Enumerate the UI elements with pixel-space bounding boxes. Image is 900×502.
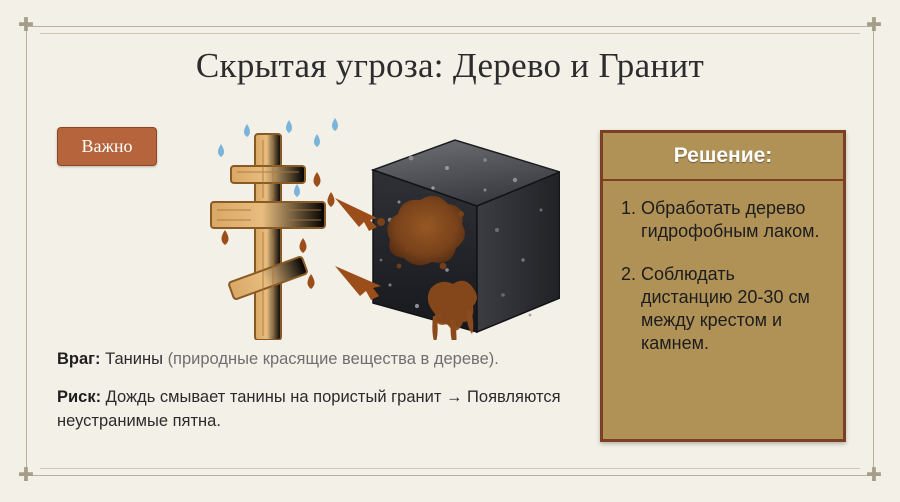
- frame-border-right: [873, 26, 874, 476]
- list-item: 1. Обработать дерево гидрофобным лаком.: [641, 197, 829, 243]
- solution-panel-body: [603, 181, 843, 355]
- frame-border-bottom-inner: [40, 468, 860, 469]
- illustration: [185, 110, 560, 340]
- frame-border-top: [26, 26, 874, 27]
- frame-border-top-inner: [40, 33, 860, 34]
- solution-panel: [600, 130, 846, 442]
- solution-panel-heading: Решение:: [603, 133, 843, 181]
- illustration-svg: [185, 110, 560, 340]
- list-item: 2. Соблюдать дистанцию 20-30 см между крестом и камнем.: [641, 263, 829, 355]
- tannin-drip: [428, 281, 477, 340]
- fact-enemy-label: Враг:: [57, 350, 101, 368]
- cross-ornament-icon: ✚: [18, 465, 34, 486]
- facts-block: [57, 348, 577, 448]
- fact-risk-value: Дождь смывает танины на пористый гранит → Появляются неустранимые пятна.: [57, 387, 561, 430]
- cross-ornament-icon: ✚: [866, 465, 882, 486]
- fact-risk-label: Риск:: [57, 387, 102, 406]
- cross-ornament-icon: ✚: [866, 15, 882, 36]
- frame-border-left: [26, 26, 27, 476]
- status-badge: Важно: [57, 127, 157, 166]
- fact-risk: [57, 386, 577, 434]
- fact-enemy-note: (природные красящие вещества в дереве).: [167, 350, 499, 368]
- frame-border-bottom: [26, 475, 874, 476]
- cross-ornament-icon: ✚: [18, 15, 34, 36]
- page-title: Скрытая угроза: Дерево и Гранит: [195, 46, 705, 85]
- solution-list: [619, 197, 829, 355]
- fact-enemy: [57, 348, 577, 372]
- fact-enemy-value: Танины: [105, 350, 163, 368]
